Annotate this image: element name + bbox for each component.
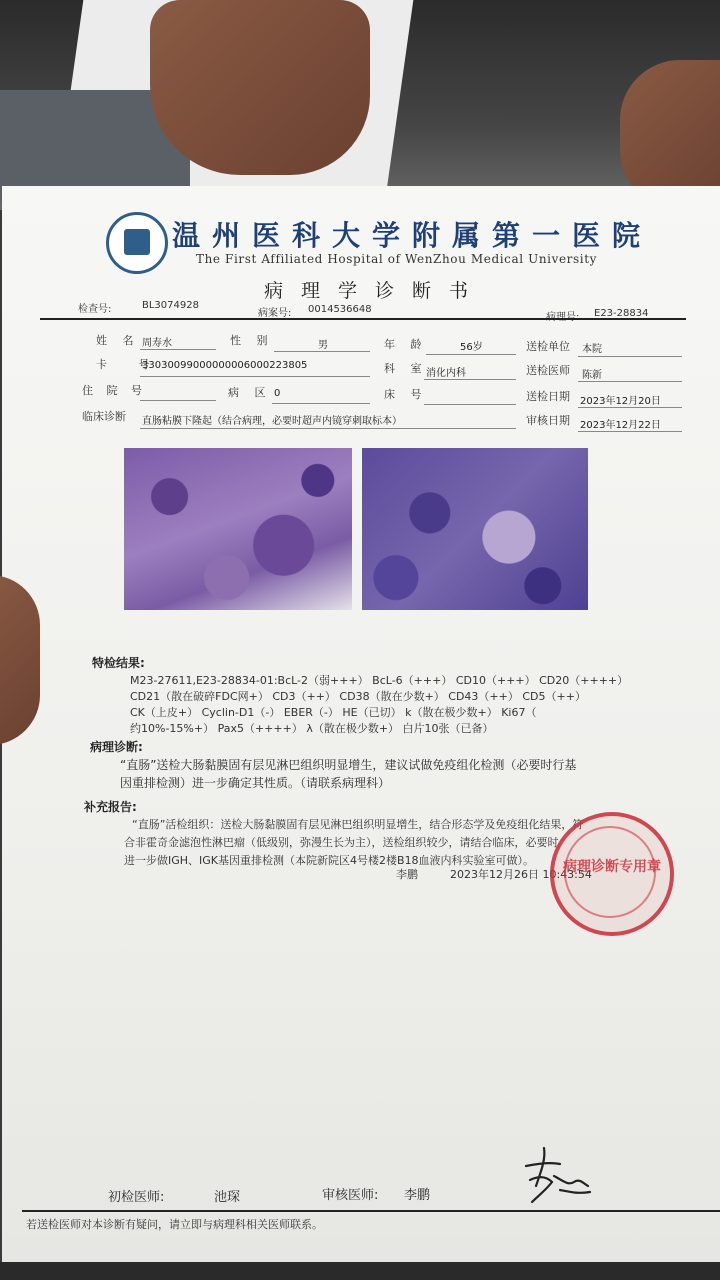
exam-number-label: 检查号: xyxy=(78,304,112,315)
age-label: 年 龄 xyxy=(384,338,428,351)
bed-label: 床 号 xyxy=(384,388,428,401)
sex-label: 性 别 xyxy=(230,334,274,347)
footer-note: 若送检医师对本诊断有疑问，请立即与病理科相关医师联系。 xyxy=(26,1218,323,1231)
hand-top xyxy=(150,0,370,175)
supplement-line-3: 进一步做IGH、IGK基因重排检测（本院新院区4号楼2楼B18血液内科实验室可做）。 xyxy=(124,854,535,867)
patient-age: 56岁 xyxy=(460,342,483,353)
background-bottom xyxy=(0,1262,720,1280)
send-doctor: 陈新 xyxy=(582,370,602,381)
document-title: 病理学诊断书 xyxy=(264,280,487,302)
supplement-line-2: 合非霍奇金滤泡性淋巴瘤（低级别，弥漫生长为主），送检组织较少，请结合临床，必要时 xyxy=(124,836,559,849)
supplement-signer: 李鹏 xyxy=(396,868,418,881)
special-results-line-3: CK（上皮+） Cyclin-D1（-） EBER（-） HE（已切） k（散在极少数+） Ki67（ xyxy=(130,706,537,719)
pathology-number: E23-28834 xyxy=(594,308,649,319)
department: 消化内科 xyxy=(426,368,466,379)
header-divider xyxy=(40,318,686,320)
hospital-logo-icon xyxy=(106,212,168,274)
send-unit: 本院 xyxy=(582,344,602,355)
card-number: 33030099000000006000223805 xyxy=(142,360,308,371)
seal-text: 病理诊断专用章 xyxy=(563,859,661,875)
patient-name: 周寿水 xyxy=(142,338,172,349)
review-doctor: 李鹏 xyxy=(404,1188,431,1203)
pathology-number-label: 病理号: xyxy=(546,312,580,323)
special-results-line-4: 约10%-15%+） Pax5（++++） λ（散在极少数+） 白片10张（已备） xyxy=(130,722,494,735)
handwritten-signature xyxy=(516,1146,596,1206)
clinical-diagnosis: 直肠粘膜下隆起（结合病理，必要时超声内镜穿刺取标本） xyxy=(142,416,402,427)
hospital-name-cn: 温州医科大学附属第一医院 xyxy=(172,219,653,252)
footer-divider xyxy=(22,1210,720,1212)
clinical-diagnosis-label: 临床诊断 xyxy=(82,410,126,423)
special-results-line-2: CD21（散在破碎FDC网+） CD3（++） CD38（散在少数+） CD43（++） CD5（++） xyxy=(130,690,586,703)
supplement-datetime: 2023年12月26日 10:43:54 xyxy=(450,868,592,881)
diagnosis-title: 病理诊断: xyxy=(90,740,143,754)
ward-label: 病 区 xyxy=(228,386,272,399)
inpatient-label: 住 院 号 xyxy=(82,384,147,397)
supplement-line-1: “直肠”活检组织：送检大肠黏膜固有层见淋巴组织明显增生，结合形态学及免疫组化结果，符 xyxy=(132,818,584,831)
patient-sex: 男 xyxy=(318,340,328,351)
pathology-report xyxy=(2,186,720,1266)
histology-image-2 xyxy=(362,448,588,610)
send-unit-label: 送检单位 xyxy=(526,340,570,353)
review-date-label: 审核日期 xyxy=(526,414,570,427)
review-date: 2023年12月22日 xyxy=(580,420,661,431)
initial-doctor-label: 初检医师: xyxy=(108,1190,165,1205)
exam-number: BL3074928 xyxy=(142,300,199,311)
case-number: 0014536648 xyxy=(308,304,372,315)
hospital-name-en: The First Affiliated Hospital of WenZhou Medical University xyxy=(196,252,597,266)
ward: 0 xyxy=(274,388,281,399)
send-date: 2023年12月20日 xyxy=(580,396,661,407)
histology-image-1 xyxy=(124,448,352,610)
initial-doctor: 池琛 xyxy=(214,1190,241,1205)
special-results-line-1: M23-27611,E23-28834-01:BcL-2（弱+++） BcL-6（+++） CD10（+++） CD20（++++） xyxy=(130,674,629,687)
send-date-label: 送检日期 xyxy=(526,390,570,403)
diagnosis-line-2: 因重排检测）进一步确定其性质。（请联系病理科） xyxy=(120,776,391,790)
card-label: 卡 号 xyxy=(96,358,164,371)
supplement-title: 补充报告: xyxy=(84,800,137,814)
case-number-label: 病案号: xyxy=(258,308,292,319)
name-label: 姓 名 xyxy=(96,334,140,347)
review-doctor-label: 审核医师: xyxy=(322,1188,379,1203)
diagnosis-line-1: “直肠”送检大肠黏膜固有层见淋巴组织明显增生，建议试做免疫组化检测（必要时行基 xyxy=(120,758,577,772)
official-seal xyxy=(550,812,674,936)
send-doctor-label: 送检医师 xyxy=(526,364,570,377)
special-results-title: 特检结果: xyxy=(92,656,145,670)
department-label: 科 室 xyxy=(384,362,428,375)
